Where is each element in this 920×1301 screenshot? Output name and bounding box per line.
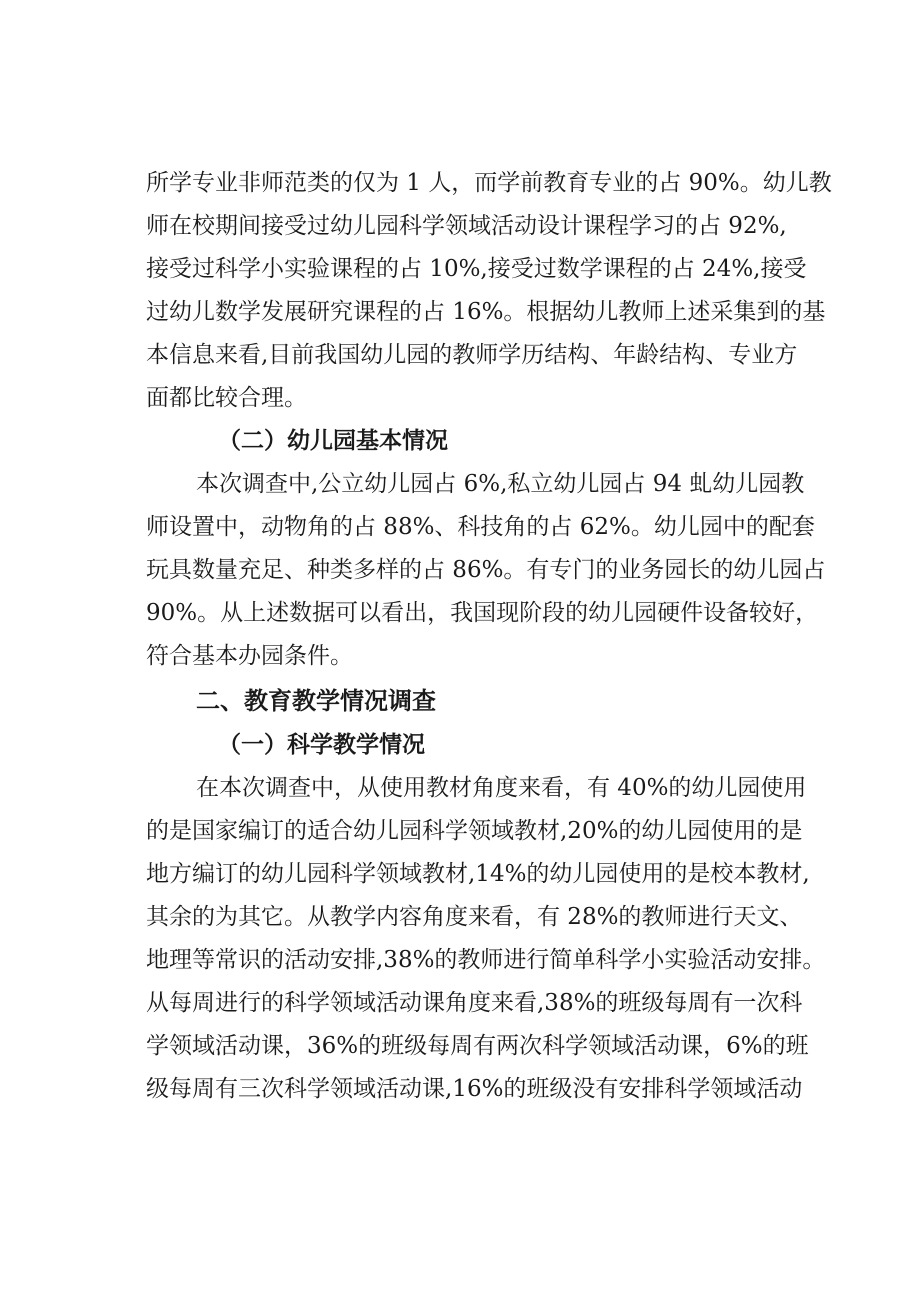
paragraph-line: 在本次调查中，从使用教材角度来看，有 40%的幼儿园使用 bbox=[196, 775, 807, 801]
paragraph-line: 符合基本办园条件。 bbox=[146, 643, 353, 669]
paragraph-line: 师设置中，动物角的占 88%、科技角的占 62%。幼儿园中的配套 bbox=[146, 514, 815, 540]
paragraph-line: 从每周进行的科学领域活动课角度来看,38%的班级每周有一次科 bbox=[146, 990, 803, 1016]
paragraph-line: 接受过科学小实验课程的占 10%,接受过数学课程的占 24%,接受 bbox=[146, 256, 807, 282]
chapter-heading: 二、教育教学情况调查 bbox=[196, 687, 436, 715]
paragraph-line: 的是国家编订的适合幼儿园科学领域教材,20%的幼儿园使用的是 bbox=[146, 818, 803, 844]
paragraph-line: 所学专业非师范类的仅为 1 人，而学前教育专业的占 90%。幼儿教 bbox=[146, 170, 832, 196]
paragraph-line: 过幼儿数学发展研究课程的占 16%。根据幼儿教师上述采集到的基 bbox=[146, 299, 826, 325]
section-heading: （二）幼儿园基本情况 bbox=[218, 428, 448, 454]
paragraph-line: 面都比较合理。 bbox=[146, 385, 307, 411]
paragraph-line: 学领域活动课，36%的班级每周有两次科学领域活动课，6%的班 bbox=[146, 1033, 809, 1059]
paragraph-line: 地方编订的幼儿园科学领域教材,14%的幼儿园使用的是校本教材, bbox=[146, 861, 810, 887]
paragraph-line: 级每周有三次科学领域活动课,16%的班级没有安排科学领域活动 bbox=[146, 1076, 803, 1102]
paragraph-line: 本信息来看,目前我国幼儿园的教师学历结构、年龄结构、专业方 bbox=[146, 342, 798, 368]
paragraph-line: 90%。从上述数据可以看出，我国现阶段的幼儿园硬件设备较好， bbox=[146, 600, 819, 626]
paragraph-line: 玩具数量充足、种类多样的占 86%。有专门的业务园长的幼儿园占 bbox=[146, 557, 826, 583]
paragraph-line: 地理等常识的活动安排,38%的教师进行简单科学小实验活动安排。 bbox=[146, 947, 826, 973]
section-heading: （一）科学教学情况 bbox=[218, 732, 425, 758]
paragraph-line: 师在校期间接受过幼儿园科学领域活动设计课程学习的占 92%, bbox=[146, 213, 787, 239]
paragraph-line: 其余的为其它。从教学内容角度来看，有 28%的教师进行天文、 bbox=[146, 904, 803, 930]
paragraph-line: 本次调查中,公立幼儿园占 6%,私立幼儿园占 94 虬幼儿园教 bbox=[196, 471, 805, 497]
